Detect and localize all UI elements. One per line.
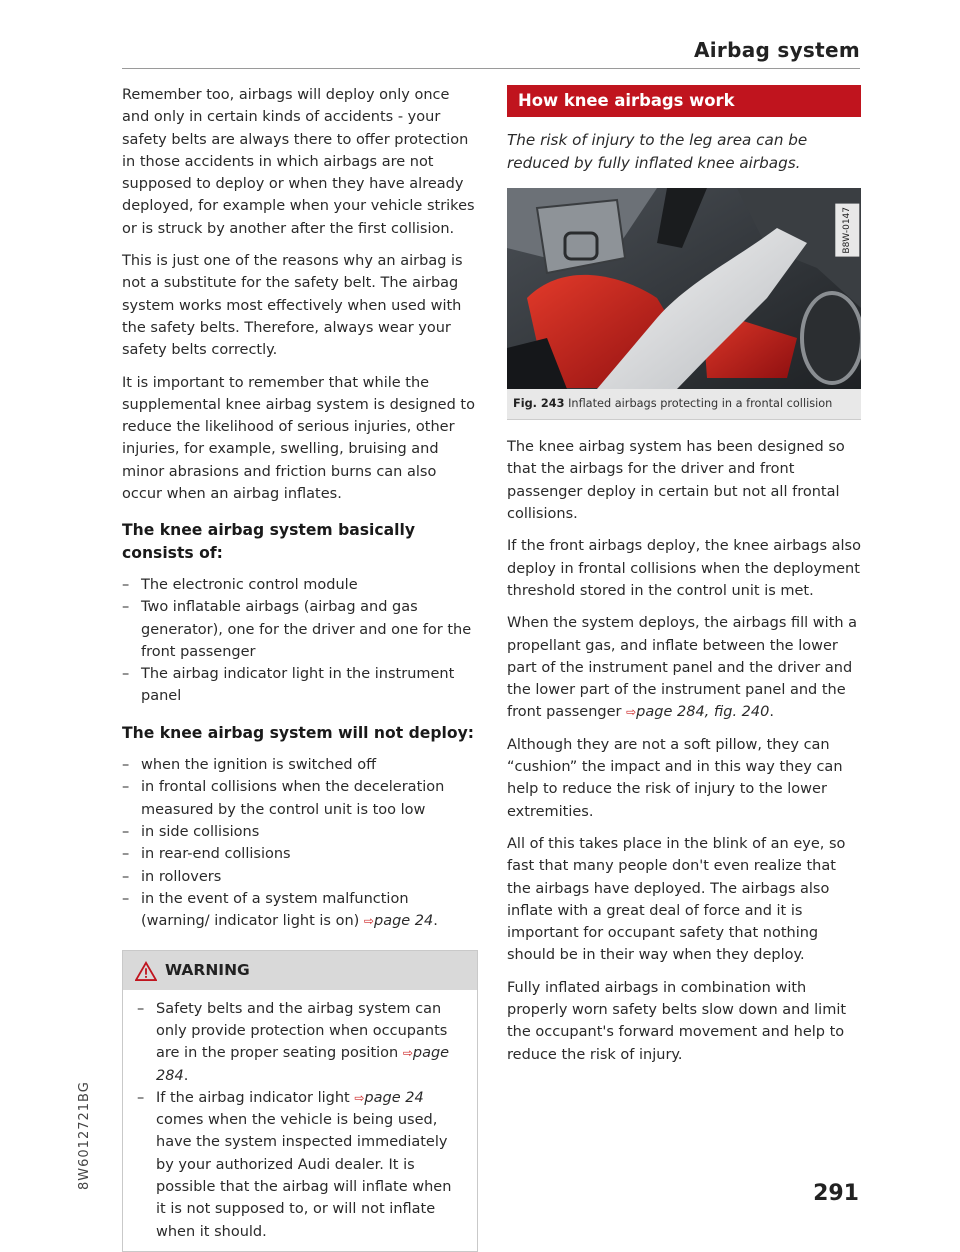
paragraph: Remember too, airbags will deploy only once and only in certain kinds of accidents - your safety belts are always there to offer protection in those accidents in which airbags are not supposed to deploy or when they have already deployed, for example when your vehicle strikes or is struck by another after the first collision. [122,87,475,237]
page-link[interactable] [354,1090,423,1106]
section-title-bar: How knee airbags work [507,85,861,117]
page-link-text: page 24 [364,1089,424,1106]
list-item: – in rollovers [122,866,478,888]
warning-text: Safety belts and the airbag system can only provide protection when occupants are in the proper seating position [156,1000,448,1062]
right-column [507,84,861,1076]
left-column [122,84,478,1252]
punctuation: . [433,913,438,930]
paragraph: All of this takes place in the blink of an eye, so fast that many people don't even realize that the airbags have deployed. The airbags also inflate with a great deal of force and it is important for occupant safety that nothing should be in their way when they deploy. [507,835,846,964]
section-heading: The knee airbag system basically consists of: [122,521,415,562]
figure [507,188,861,420]
paragraph: The knee airbag system has been designed so that the airbags for the driver and front passenger deploy in certain but not all frontal collisions. [507,439,845,523]
knee-airbag-illustration [507,188,861,389]
page-link-text: page 284, fig. 240 [636,704,770,721]
warning-body [123,990,477,1251]
paragraph-text: When the system deploys, the airbags fill with a propellant gas, and inflate between the lower part of the instrument panel and the driver and the lower part of the instrument panel and the front passenger [507,615,858,721]
warning-text: comes when the vehicle is being used, have the system inspected immediately by your authorized Audi dealer. It is possible that the airbag will inflate when it is not supposed to, or will not inflate when it should. [156,1112,452,1240]
punctuation: . [769,704,774,721]
warning-text: If the airbag indicator light [156,1089,355,1106]
no-deploy-list [122,754,478,932]
warning-triangle-icon [135,961,157,981]
punctuation: . [183,1067,189,1084]
list-item [122,888,478,933]
page-link-text: page 24 [373,913,434,930]
warning-header [123,951,477,989]
list-item: – The electronic control module [122,574,478,596]
figure-image [507,188,861,389]
document-code: 8W6012721BG [77,1081,92,1190]
arrow-right-icon: ⇨ [354,1090,365,1105]
warning-item [137,998,463,1087]
arrow-right-icon: ⇨ [626,705,637,720]
list-item: – The airbag indicator light in the instrument panel [122,663,478,708]
warning-list [137,998,463,1243]
figure-code: B8W-0147 [835,204,859,257]
section-heading: The knee airbag system will not deploy: [122,723,474,742]
paragraph: Although they are not a soft pillow, they can “cushion” the impact and in this way they can help to reduce the risk of injury to the lower extremities. [507,736,843,820]
intro-text: The risk of injury to the leg area can be reduced by fully inflated knee airbags. [507,131,808,172]
figure-label: Fig. 243 [513,396,565,410]
figure-caption-text: Inflated airbags protecting in a frontal collision [568,396,833,410]
paragraph: If the front airbags deploy, the knee airbags also deploy in frontal collisions when the deployment threshold stored in the control unit is met. [507,538,861,599]
figure-caption [507,389,861,419]
page-link[interactable] [626,704,769,720]
paragraph: Fully inflated airbags in combination with properly worn safety belts slow down and limit the occupant's forward movement and help to reduce the risk of injury. [507,979,847,1063]
paragraph: This is just one of the reasons why an airbag is not a substitute for the safety belt. The airbag system works most effectively when used with the safety belts. Therefore, always wear your safety belts correctly. [122,253,463,359]
list-item: – in frontal collisions when the deceleration measured by the control unit is too low [122,776,478,821]
list-item: – Two inflatable airbags (airbag and gas generator), one for the driver and one for the front passenger [122,596,478,663]
warning-item [137,1087,463,1243]
arrow-right-icon: ⇨ [402,1046,413,1061]
components-list [122,574,478,708]
header-rule [122,68,860,69]
list-item: – in rear-end collisions [122,843,478,865]
arrow-right-icon: ⇨ [363,914,374,929]
warning-box [122,950,478,1252]
list-item: – when the ignition is switched off [122,754,478,776]
running-header: Airbag system [694,38,860,62]
page-link-text: page 284 [156,1045,450,1084]
list-item: – in side collisions [122,821,478,843]
list-item-text: in the event of a system malfunction (warning/ indicator light is on) [141,890,409,930]
paragraph: It is important to remember that while the supplemental knee airbag system is designed to reduce the likelihood of serious injuries, other injuries, for example, swelling, bruising and minor abrasions and friction burns can also occur when an airbag inflates. [122,374,475,503]
page-number: 291 [813,1181,859,1206]
paragraph [507,612,861,723]
warning-title: WARNING [165,961,250,980]
page-link[interactable] [364,913,433,929]
